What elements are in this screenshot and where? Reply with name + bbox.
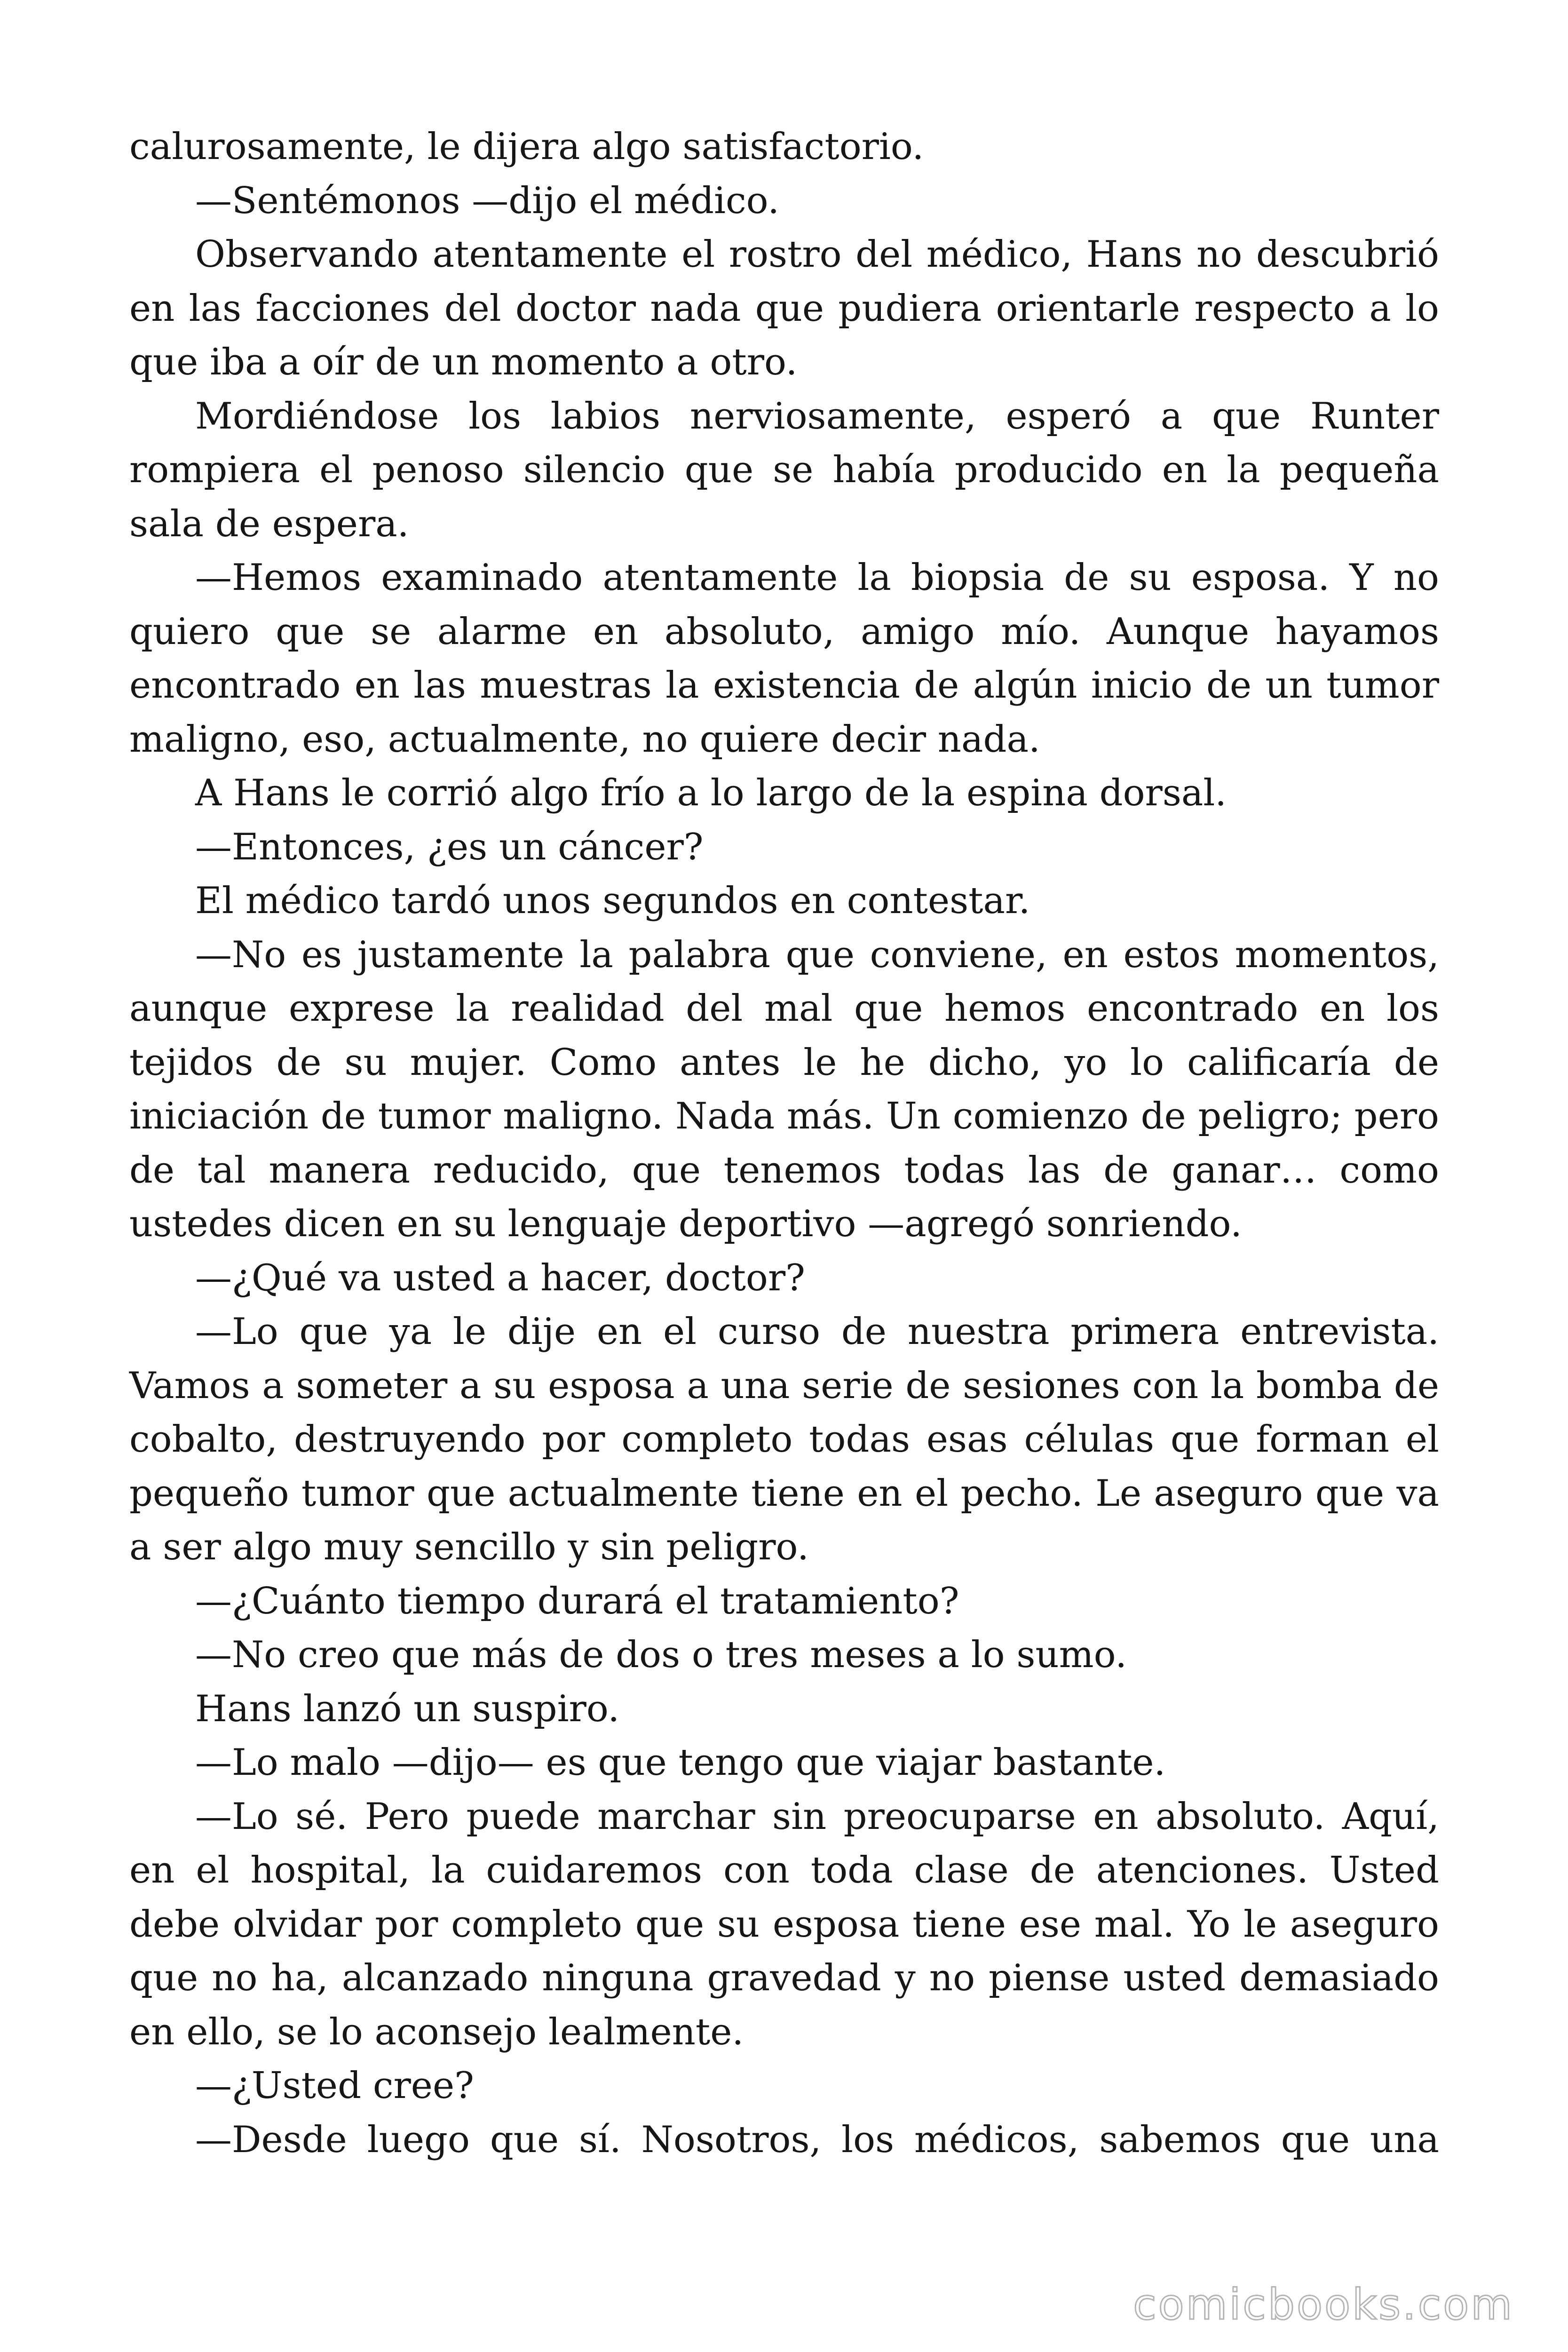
paragraph: —Sentémonos —dijo el médico. (195, 179, 780, 222)
watermark-text: comicbooks.com (1133, 2280, 1514, 2329)
paragraph: —¿Usted cree? (195, 2065, 474, 2107)
paragraph: —Lo sé. Pero puede marchar sin preocuparse en absoluto. Aquí, en el hospital, la cuidaremos con toda clase de atenciones. Usted debe olvidar por completo que su esposa tiene ese mal. Yo le aseguro que no ha, alcanzado ninguna gravedad y no piense usted demasiado en ello, se lo aconsejo lealmente. (129, 1795, 1439, 2053)
paragraph: —Entonces, ¿es un cáncer? (195, 826, 704, 868)
paragraph: —¿Cuánto tiempo durará el tratamiento? (195, 1580, 959, 1622)
paragraph: —Lo malo —dijo— es que tengo que viajar bastante. (195, 1741, 1166, 1784)
paragraph: —Hemos examinado atentamente la biopsia de su esposa. Y no quiero que se alarme en absoluto, amigo mío. Aunque hayamos encontrado en las muestras la existencia de algún inicio de un tumor maligno, eso, actualmente, no quiere decir nada. (129, 556, 1439, 761)
paragraph: Hans lanzó un suspiro. (195, 1687, 620, 1730)
paragraph-last: —Desde luego que sí. Nosotros, los médicos, sabemos que una (195, 2118, 1439, 2161)
paragraph: —No es justamente la palabra que conviene, en estos momentos, aunque exprese la realidad del mal que hemos encontrado en los tejidos de su mujer. Como antes le he dicho, yo lo calificaría de iniciación de tumor maligno. Nada más. Un comienzo de peligro; pero de tal manera reducido, que tenemos todas las de ganar… como ustedes dicen en su lenguaje deportivo —agregó sonriendo. (129, 933, 1439, 1245)
paragraph: Observando atentamente el rostro del médico, Hans no descubrió en las facciones del doctor nada que pudiera orientarle respecto a lo que iba a oír de un momento a otro. (129, 233, 1439, 383)
paragraph: calurosamente, le dijera algo satisfactorio. (129, 126, 924, 168)
paragraph: —No creo que más de dos o tres meses a lo sumo. (195, 1634, 1127, 1676)
paragraph: A Hans le corrió algo frío a lo largo de la espina dorsal. (195, 772, 1227, 814)
paragraph: Mordiéndose los labios nerviosamente, esperó a que Runter rompiera el penoso silencio que se había producido en la pequeña sala de espera. (129, 395, 1439, 545)
paragraph: El médico tardó unos segundos en contestar. (195, 880, 1030, 922)
paragraph: —¿Qué va usted a hacer, doctor? (195, 1256, 805, 1299)
book-page-text (129, 120, 1439, 2167)
paragraph: —Lo que ya le dije en el curso de nuestra primera entrevista. Vamos a someter a su esposa a una serie de sesiones con la bomba de cobalto, destruyendo por completo todas esas células que forman el pequeño tumor que actualmente tiene en el pecho. Le aseguro que va a ser algo muy sencillo y sin peligro. (129, 1311, 1439, 1568)
